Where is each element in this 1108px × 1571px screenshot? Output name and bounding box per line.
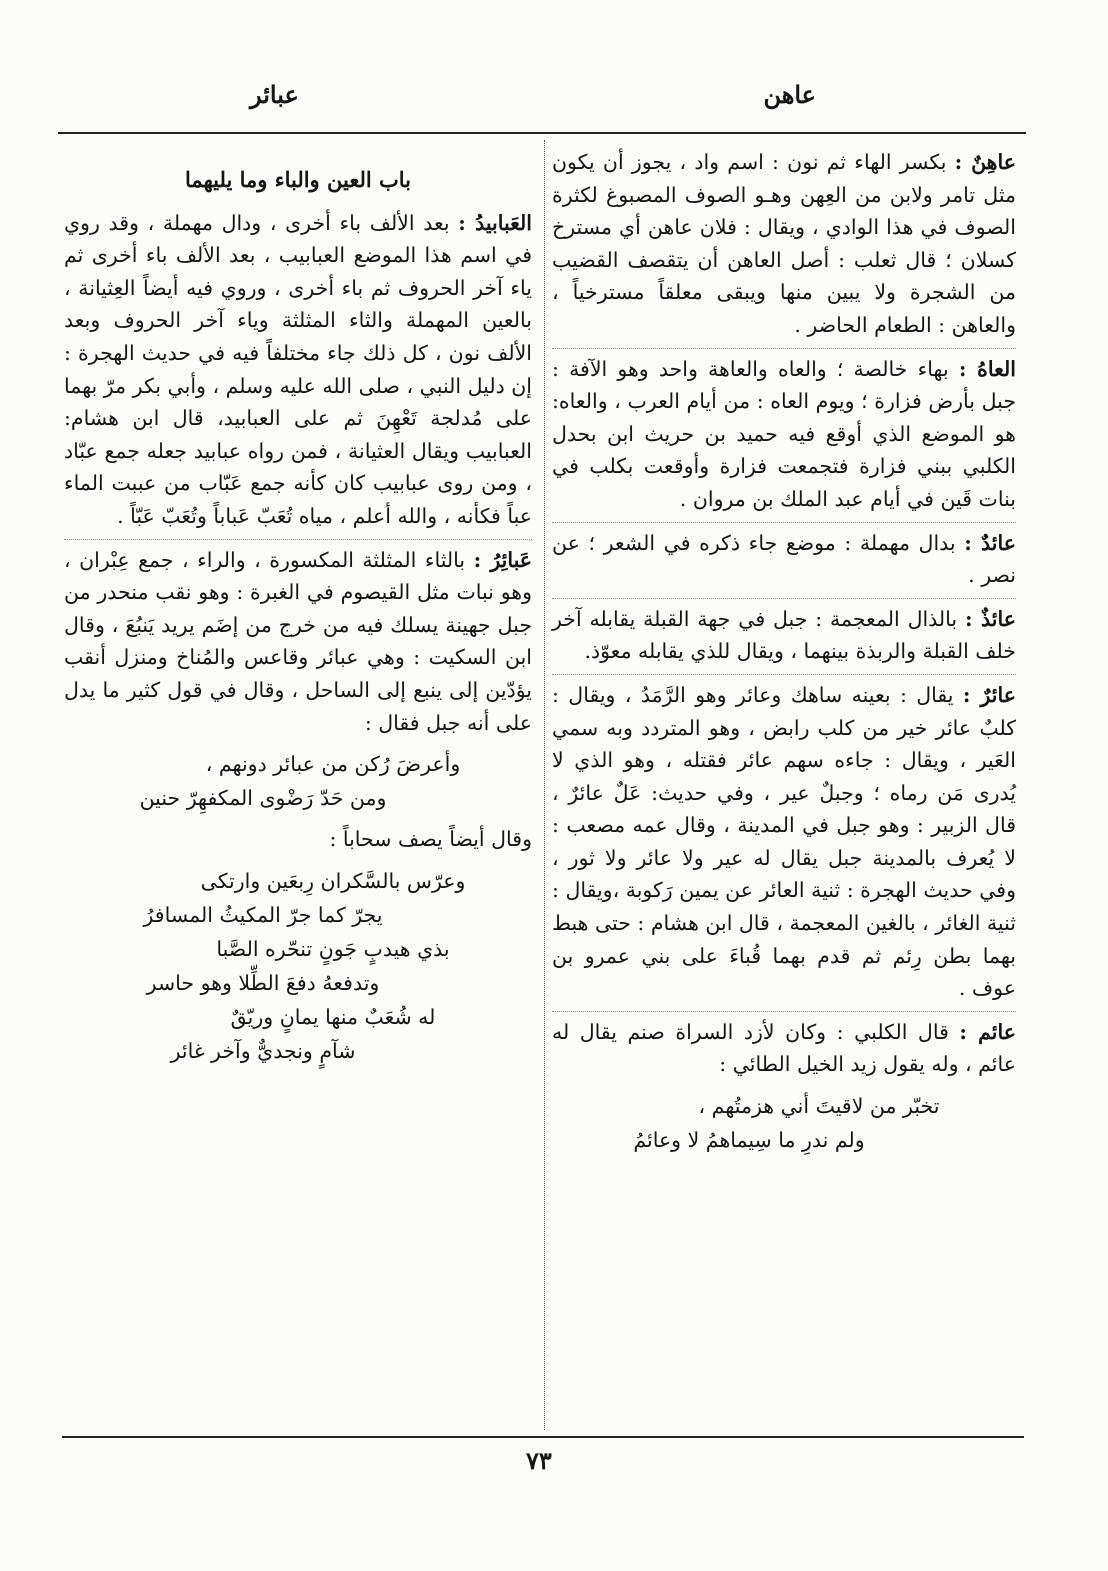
verse-line: وتدفعهُ دفعَ الطِّلا وهو حاسر (146, 970, 380, 995)
running-header-left: عبائر (250, 80, 299, 109)
footer-rule (62, 1436, 1024, 1438)
definition: بعد الألف باء أخرى ، ودال مهملة ، وقد روي في اسم هذا الموضع العبابيب ، بعد الألف باء أخرى ثم ياء آخر الحروف ثم باء أخرى ، وروي فيه أيضاً العِثيانة ، بالعين المهملة والثاء المثلثة وياء آخر الحروف وبعد الألف نون ، كل ذلك جاء مختلفاً فيه في حديث الهجرة : إن دليل النبي ، صلى الله عليه وسلم ، وأبي بكر مرّ بهما على مُدلجة تَعْهِنَ ثم على العبابيد، قال ابن هشام: العبابيب ويقال العثيانة ، فمن رواه عبابيد جعله جمع عبّاد ، ومن روى عبابيب كان كأنه جمع عَبّاب من عببت الماء عباً فكأنه ، والله أعلم ، مياه تُعَبّ عَباباً وتُعَبّ عَبّاً . (64, 210, 532, 528)
verse-block (64, 747, 532, 815)
section-title: باب العين والباء وما يليهما (184, 167, 412, 192)
headword: عَبائِرُ : (473, 547, 532, 572)
entry-aair (552, 674, 1016, 1005)
left-column (64, 160, 532, 1076)
entry-aaid (552, 522, 1016, 592)
verse-line: وعرّس بالسَّكران رِبعَين وارتكى (200, 868, 466, 893)
entry-aahin (552, 146, 1016, 342)
verse-line: بذي هيدبٍ جَونٍ تنحّره الصَّبا (216, 936, 450, 961)
running-header-right: عاهن (763, 80, 816, 109)
entry-alababid (64, 207, 532, 533)
headword: عائذٌ : (965, 606, 1016, 631)
definition: يقال : بعينه ساهك وعائر وهو الرَّمَدُ ، ويقال : كلبٌ عائر خير من كلب رابض ، وهو المتردد وبه سمي العَير ، ويقال : جاءه سهم عائر فقتله ، وهو الذي لا يُدرى مَن رماه ؛ وجبلٌ عير ، وفي حديث: عَلٌ عائرٌ ، قال الزبير : وهو جبل في المدينة ، وقال عمه مصعب : لا يُعرف بالمدينة جبل يقال له عير ولا عائر ولا ثور ، وفي حديث الهجرة : ثنية العائر عن يمين رَكوبة ،ويقال : ثنية الغائر ، بالغين المعجمة ، قال ابن هشام : حتى هبط بهما بطن رِئم ثم قدم بهما قُباءَ على بني عمرو بن عوف . (551, 682, 1016, 1001)
verse-line: تخبّر من لاقيتَ أني هزمتُهم ، (698, 1094, 940, 1119)
definition: بهاء خالصة ؛ والعاه والعاهة واحد وهو الآفة : جبل بأرض فزارة ؛ ويوم العاه : من أيام العرب ، والعاه: هو الموضع الذي أوقع فيه حميد بن حريث ابن بحدل الكلبي ببني فزارة فتجمعت فزارة وأوقعت بكلب في بنات قَين في أيام عبد الملك بن مروان . (552, 356, 1016, 511)
entry-abair (64, 539, 532, 1068)
header-rule (58, 132, 1026, 134)
body-text: وقال أيضاً يصف سحاباً : (329, 827, 532, 852)
headword: عائرٌ : (962, 682, 1016, 707)
verse-line: وأعرضَ رُكن من عبائر دونهم ، (205, 752, 461, 777)
verse-line: ولم ندرِ ما سِيماهمُ لا وعائمُ (633, 1128, 865, 1153)
definition: قال الكلبي : وكان لأزد السراة صنم يقال له عائم ، وله يقول زيد الخيل الطائي : (552, 1019, 1016, 1077)
headword: العَبابيدُ : (458, 210, 532, 235)
right-column (552, 146, 1016, 1165)
headword: عائم : (959, 1019, 1016, 1044)
verse-line: ومن حَدّ رَضْوى المكفهِرّ حنين (139, 786, 387, 811)
headword: عاهِنٌ : (954, 150, 1016, 174)
definition: بالثاء المثلثة المكسورة ، والراء ، جمع عِبْران ، وهو نبات مثل القيصوم في الغبرة : وهو نقب منحدر من جبل جهينة يسلك فيه من خرج من إضَم يريد يَنبُعَ ، وقال ابن السكيت : وهي عبائر وقاعس والمُناخ ومنزل أنقب يؤدّين إلى ينبع إلى الساحل ، وقال في قول كثير ما يدل على أنه جبل فقال : (64, 547, 532, 735)
entry-aaidh (552, 598, 1016, 668)
definition: بكسر الهاء ثم نون : اسم واد ، يجوز أن يكون مثل تامر ولابن من العِهن وهـو الصوف المصبوغ لكثرة الصوف في هذا الوادي ، ويقال : فلان عاهن أي مسترخ كسلان ؛ قال ثعلب : أصل العاهن أن يتقصف القضيب من الشجرة ولا يبين منها ويبقى معلقاً مسترخياً ، والعاهن : الطعام الحاضر . (552, 150, 1016, 337)
verse-block (552, 1089, 1016, 1157)
headword: العاهُ : (958, 356, 1016, 381)
headword: عائدٌ : (964, 530, 1016, 555)
entry-alaah (552, 348, 1016, 516)
verse-line: شآمٍ ونجديٌّ وآخر غائر (170, 1038, 356, 1063)
verse-line: يجرّ كما جرّ المكيثُ المسافرُ (143, 902, 383, 927)
verse-line: له شُعَبٌ منها يمانٍ وريّقٌ (230, 1004, 436, 1029)
definition: بدال مهملة : موضع جاء ذكره في الشعر ؛ عن نصر . (552, 530, 1016, 588)
entry-aaim (552, 1011, 1016, 1157)
definition: بالذال المعجمة : جبل في جهة القبلة يقابله آخر خلف القبلة والربذة بينهما ، ويقال للذي يقابله معوّذ. (552, 606, 1016, 664)
page-number: ٧٣ (526, 1446, 552, 1475)
column-divider (544, 140, 545, 1430)
verse-block (64, 864, 532, 1068)
